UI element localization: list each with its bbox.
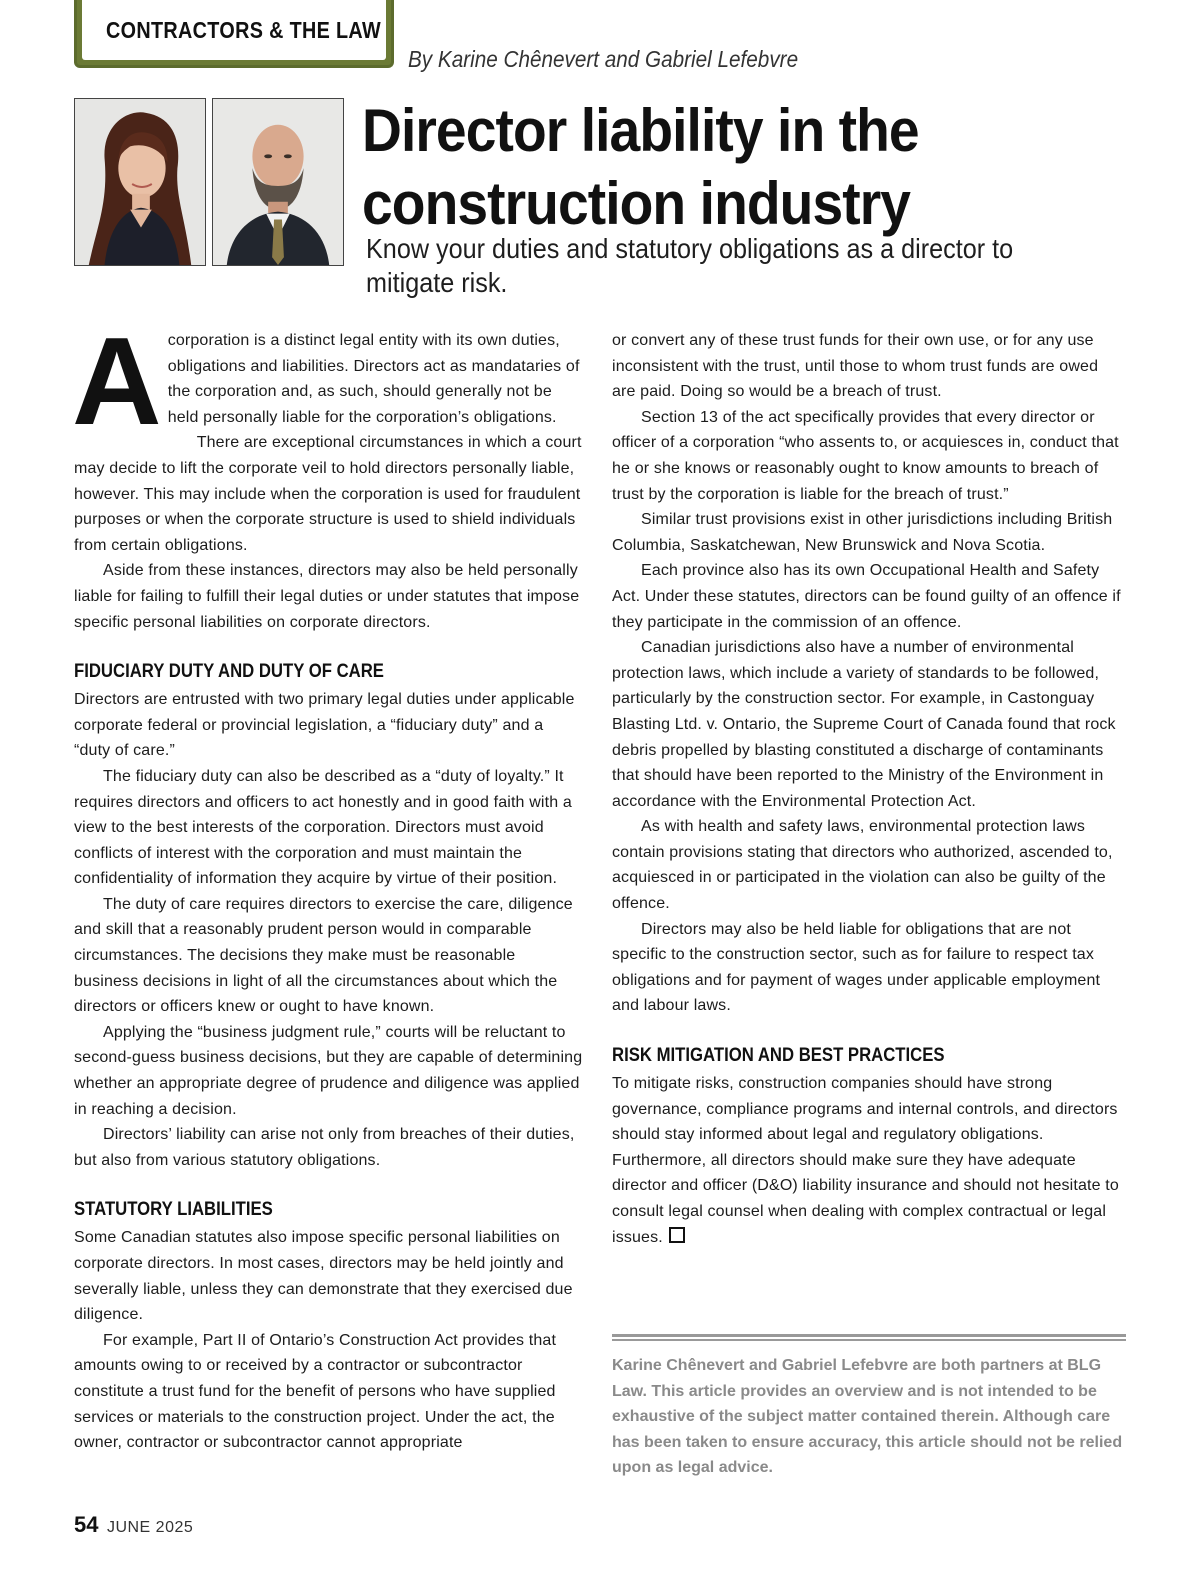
section-label: CONTRACTORS & THE LAW xyxy=(106,16,381,43)
section-tab xyxy=(74,0,394,68)
intro-paragraph-1-text: corporation is a distinct legal entity with its own duties, obligations and liabilities. Directors act as mandataries of the corporation and, as such, should generally not be held personally liable for the corporation’s obligations. xyxy=(167,332,580,426)
author-bio: Karine Chênevert and Gabriel Lefebvre are both partners at BLG Law. This article provides an overview and is not intended to be exhaustive of the subject matter contained therein. Although care has been taken to ensure accuracy, this article should not be relied upon as legal advice. xyxy=(612,1357,1123,1477)
closing-paragraph xyxy=(612,1071,1126,1250)
intro-paragraph-1 xyxy=(72,313,584,451)
article-deck: Know your duties and statutory obligations as a director to mitigate risk. xyxy=(366,233,1014,298)
subhead-fiduciary-duty: FIDUCIARY DUTY AND DUTY OF CARE xyxy=(74,661,384,683)
page-number: 54 xyxy=(74,1512,99,1537)
body-paragraph: The duty of care requires directors to exercise the care, diligence and skill that a reasonably prudent person would in comparable circumstances. The decisions they make must be reasonable business decisions in light of all the circumstances about which the directors or officers knew or ought to have known. xyxy=(74,895,573,1016)
left-column xyxy=(72,313,584,1456)
body-paragraph: The fiduciary duty can also be described as a “duty of loyalty.” It requires directors and officers to act honestly and in good faith with a view to the best interests of the corporation. Directors must avoid conflicts of interest with the corporation and must maintain the confidentiality of information they acquire by virtue of their position. xyxy=(74,767,572,888)
body-paragraph: Directors’ liability can arise not only from breaches of their duties, but also from various statutory obligations. xyxy=(74,1126,575,1169)
body-paragraph: As with health and safety laws, environmental protection laws contain provisions stating that directors who authorized, ascended to, acquiesced in or participated in the violation can also be guilty of the offence. xyxy=(612,818,1113,913)
article-headline: Director liability in the construction industry xyxy=(362,97,919,237)
body-paragraph: Section 13 of the act specifically provides that every director or officer of a corporation “who assents to, or acquiesces in, conduct that he or she knows or reasonably ought to know amounts to breach of trust by the corporation is liable for the breach of trust.” xyxy=(612,408,1119,503)
end-mark-icon xyxy=(669,1227,685,1243)
subhead-statutory-liabilities: STATUTORY LIABILITIES xyxy=(74,1199,273,1221)
byline: By Karine Chênevert and Gabriel Lefebvre xyxy=(408,46,799,72)
closing-paragraph-text: To mitigate risks, construction companies should have strong governance, compliance programs and internal controls, and directors should stay informed about legal and regulatory obligations. Furthermore, all directors should make sure they have adequate director and officer (D&O) liability insurance and should not hesitate to consult legal counsel when dealing with complex contractual or legal issues. xyxy=(612,1075,1119,1246)
issue-date: JUNE 2025 xyxy=(106,1519,194,1536)
page-folio xyxy=(74,1512,193,1538)
body-paragraph: Similar trust provisions exist in other jurisdictions including British Columbia, Saskatchewan, New Brunswick and Nova Scotia. xyxy=(612,511,1113,554)
body-paragraph: or convert any of these trust funds for their own use, or for any use inconsistent with the trust, until those to whom trust funds are owed are paid. Doing so would be a breach of trust. xyxy=(612,332,1099,401)
body-paragraph: Directors may also be held liable for obligations that are not specific to the construction sector, such as for failure to respect tax obligations and for payment of wages under applicable employment and labour laws. xyxy=(612,920,1101,1015)
intro-paragraph-3: Aside from these instances, directors may also be held personally liable for failing to fulfill their legal duties or under statutes that impose specific personal liabilities on corporate directors. xyxy=(74,562,580,631)
intro-paragraph-2: There are exceptional circumstances in which a court may decide to lift the corporate veil to hold directors personally liable, however. This may include when the corporation is used for fraudulent purposes or when the corporate structure is used to shield individuals from certain obligations. xyxy=(74,434,582,554)
body-paragraph: Canadian jurisdictions also have a number of environmental protection laws, which include a variety of standards to be followed, particularly by the construction sector. For example, in Castonguay Blasting Ltd. v. Ontario, the Supreme Court of Canada found that rock debris propelled by blasting constituted a discharge of contaminants that should have been reported to the Ministry of the Environment in accordance with the Environmental Protection Act. xyxy=(612,639,1116,810)
body-paragraph: Directors are entrusted with two primary legal duties under applicable corporate federal or provincial legislation, a “fiduciary duty” and a “duty of care.” xyxy=(74,691,575,760)
bio-divider xyxy=(612,1334,1126,1341)
right-column xyxy=(612,328,1126,1250)
body-paragraph: Each province also has its own Occupational Health and Safety Act. Under these statutes, directors can be found guilty of an offence if they participate in the commission of an offence. xyxy=(612,562,1121,631)
section-tab-inner xyxy=(81,0,387,61)
author-photo-gabriel xyxy=(212,98,344,266)
author-portrait-man-icon xyxy=(213,99,343,265)
author-portrait-woman-icon xyxy=(75,99,205,265)
subhead-risk-mitigation: RISK MITIGATION AND BEST PRACTICES xyxy=(612,1045,945,1067)
author-photo-karine xyxy=(74,98,206,266)
body-paragraph: Applying the “business judgment rule,” courts will be reluctant to second-guess business decisions, but they are capable of determining whether an appropriate degree of prudence and diligence was applied in reaching a decision. xyxy=(74,1023,583,1118)
drop-cap: A xyxy=(72,313,162,451)
body-paragraph: Some Canadian statutes also impose specific personal liabilities on corporate directors. In most cases, directors may be held jointly and severally liable, unless they can demonstrate that they exercised due diligence. xyxy=(74,1229,573,1324)
body-paragraph: For example, Part II of Ontario’s Construction Act provides that amounts owing to or received by a contractor or subcontractor constitute a trust fund for the benefit of persons who have supplied services or materials to the construction project. Under the act, the owner, contractor or subcontractor cannot appropriate xyxy=(74,1331,557,1452)
